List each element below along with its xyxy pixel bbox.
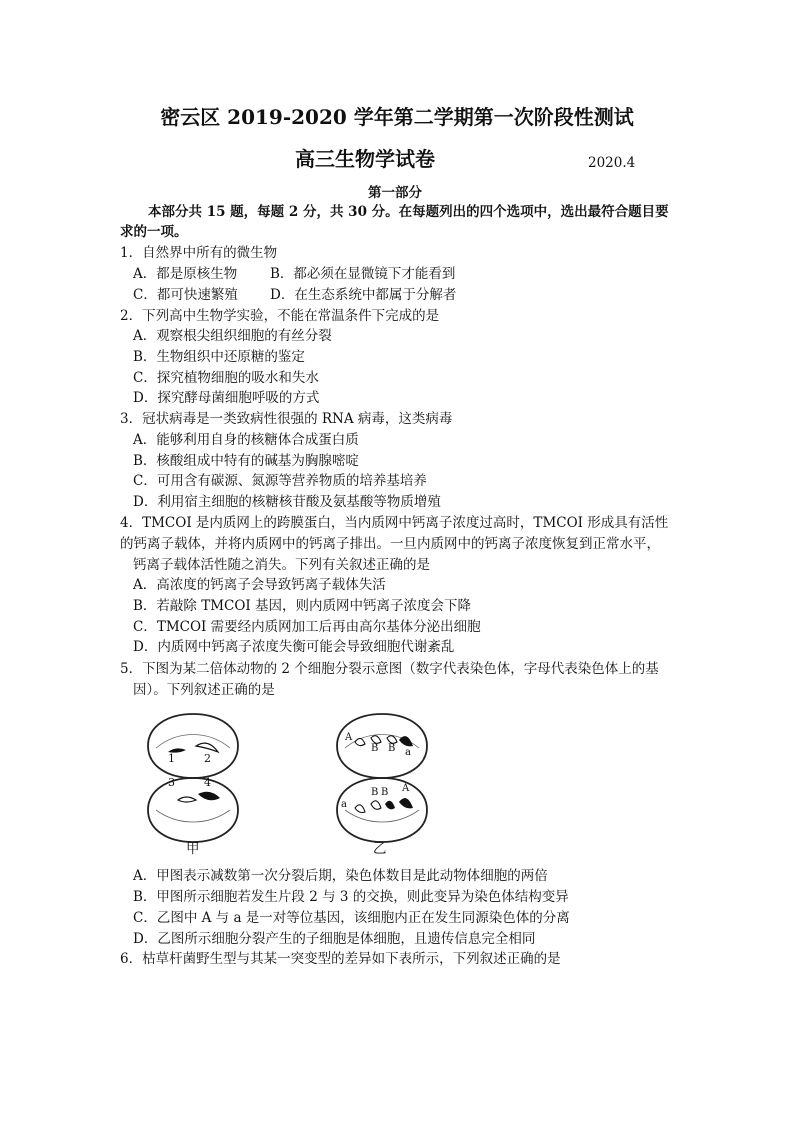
q3-option-a: A．能够利用自身的核糖体合成蛋白质 [133,432,359,448]
fig-jia-caption: 甲 [186,841,200,857]
fig-jia-label-3: 3 [168,776,175,789]
q1-option-b: B．都必须在显微镜下才能看到 [270,266,456,282]
fig-yi-caption: 乙 [373,841,387,857]
q1-option-c: C．都可快速繁殖 [133,287,238,303]
q2-option-a: A．观察根尖组织细胞的有丝分裂 [133,328,332,344]
fig-yi-gene-B-top-1: B [371,743,379,754]
fig-jia-label-4: 4 [204,776,211,789]
q4-option-a: A．高浓度的钙离子会导致钙离子载体失活 [133,577,386,593]
fig-yi-gene-A-top: A [345,732,353,743]
q5-option-b: B．甲图所示细胞若发生片段 2 与 3 的交换，则此变异为染色体结构变异 [133,889,569,905]
instructions-line-1: 本部分共 15 题，每题 2 分，共 30 分。在每题列出的四个选项中，选出最符合题目要 [148,204,669,220]
q2-stem: 2．下列高中生物学实验，不能在常温条件下完成的是 [120,308,440,324]
cell-division-figure-jia [138,708,248,848]
fig-yi-gene-a-top: a [405,747,411,758]
fig-jia-label-1: 1 [168,752,175,765]
q5-option-d: D．乙图所示细胞分裂产生的子细胞是体细胞，且遗传信息完全相同 [133,931,536,947]
fig-yi-gene-B-bottom-1: B [371,787,379,798]
fig-yi-gene-B-top-2: B [388,743,396,754]
section-title: 第一部分 [368,185,422,201]
q2-option-c: C．探究植物细胞的吸水和失水 [133,370,319,386]
exam-subtitle: 高三生物学试卷 [295,147,435,171]
q5-option-c: C．乙图中 A 与 a 是一对等位基因，该细胞内正在发生同源染色体的分离 [133,910,570,926]
q4-option-d: D．内质网中钙离子浓度失衡可能会导致细胞代谢紊乱 [133,639,455,655]
q5-stem-line-1: 5．下图为某二倍体动物的 2 个细胞分裂示意图（数字代表染色体，字母代表染色体上的基 [120,661,659,677]
exam-date: 2020.4 [588,155,636,171]
cell-division-figure-yi [327,708,437,848]
q4-option-b: B．若敲除 TMCOI 基因，则内质网中钙离子浓度会下降 [133,598,472,614]
q2-option-b: B．生物组织中还原糖的鉴定 [133,349,305,365]
fig-yi-gene-A-bottom: A [402,783,410,794]
fig-jia-label-2: 2 [204,752,211,765]
q6-stem: 6．枯草杆菌野生型与其某一突变型的差异如下表所示，下列叙述正确的是 [120,951,561,967]
fig-yi-gene-B-bottom-2: B [381,787,389,798]
instructions-line-2: 求的一项。 [120,224,188,240]
q5-option-a: A．甲图表示减数第一次分裂后期，染色体数目是此动物体细胞的两倍 [133,868,548,884]
fig-yi-gene-a-bottom: a [341,799,347,810]
q1-option-d: D．在生态系统中都属于分解者 [270,287,457,303]
q1-stem: 1．自然界中所有的微生物 [120,245,278,261]
q3-option-d: D．利用宿主细胞的核糖核苷酸及氨基酸等物质增殖 [133,494,441,510]
q4-stem-line-3: 钙离子载体活性随之消失。下列有关叙述正确的是 [133,557,430,573]
q1-option-a: A．都是原核生物 [133,266,238,282]
q3-stem: 3．冠状病毒是一类致病性很强的 RNA 病毒，这类病毒 [120,411,453,427]
q4-stem-line-2: 的钙离子载体，并将内质网中的钙离子排出。一旦内质网中的钙离子浓度恢复到正常水平， [120,536,660,552]
q4-option-c: C．TMCOI 需要经内质网加工后再由高尔基体分泌出细胞 [133,619,481,635]
q2-option-d: D．探究酵母菌细胞呼吸的方式 [133,390,320,406]
q4-stem-line-1: 4．TMCOI 是内质网上的跨膜蛋白，当内质网中钙离子浓度过高时，TMCOI 形成具有活性 [120,515,669,531]
q3-option-b: B．核酸组成中特有的碱基为胸腺嘧啶 [133,453,359,469]
q3-option-c: C．可用含有碳源、氮源等营养物质的培养基培养 [133,473,427,489]
exam-title: 密云区 2019-2020 学年第二学期第一次阶段性测试 [160,105,634,129]
q5-stem-line-2: 因）。下列叙述正确的是 [133,682,275,698]
